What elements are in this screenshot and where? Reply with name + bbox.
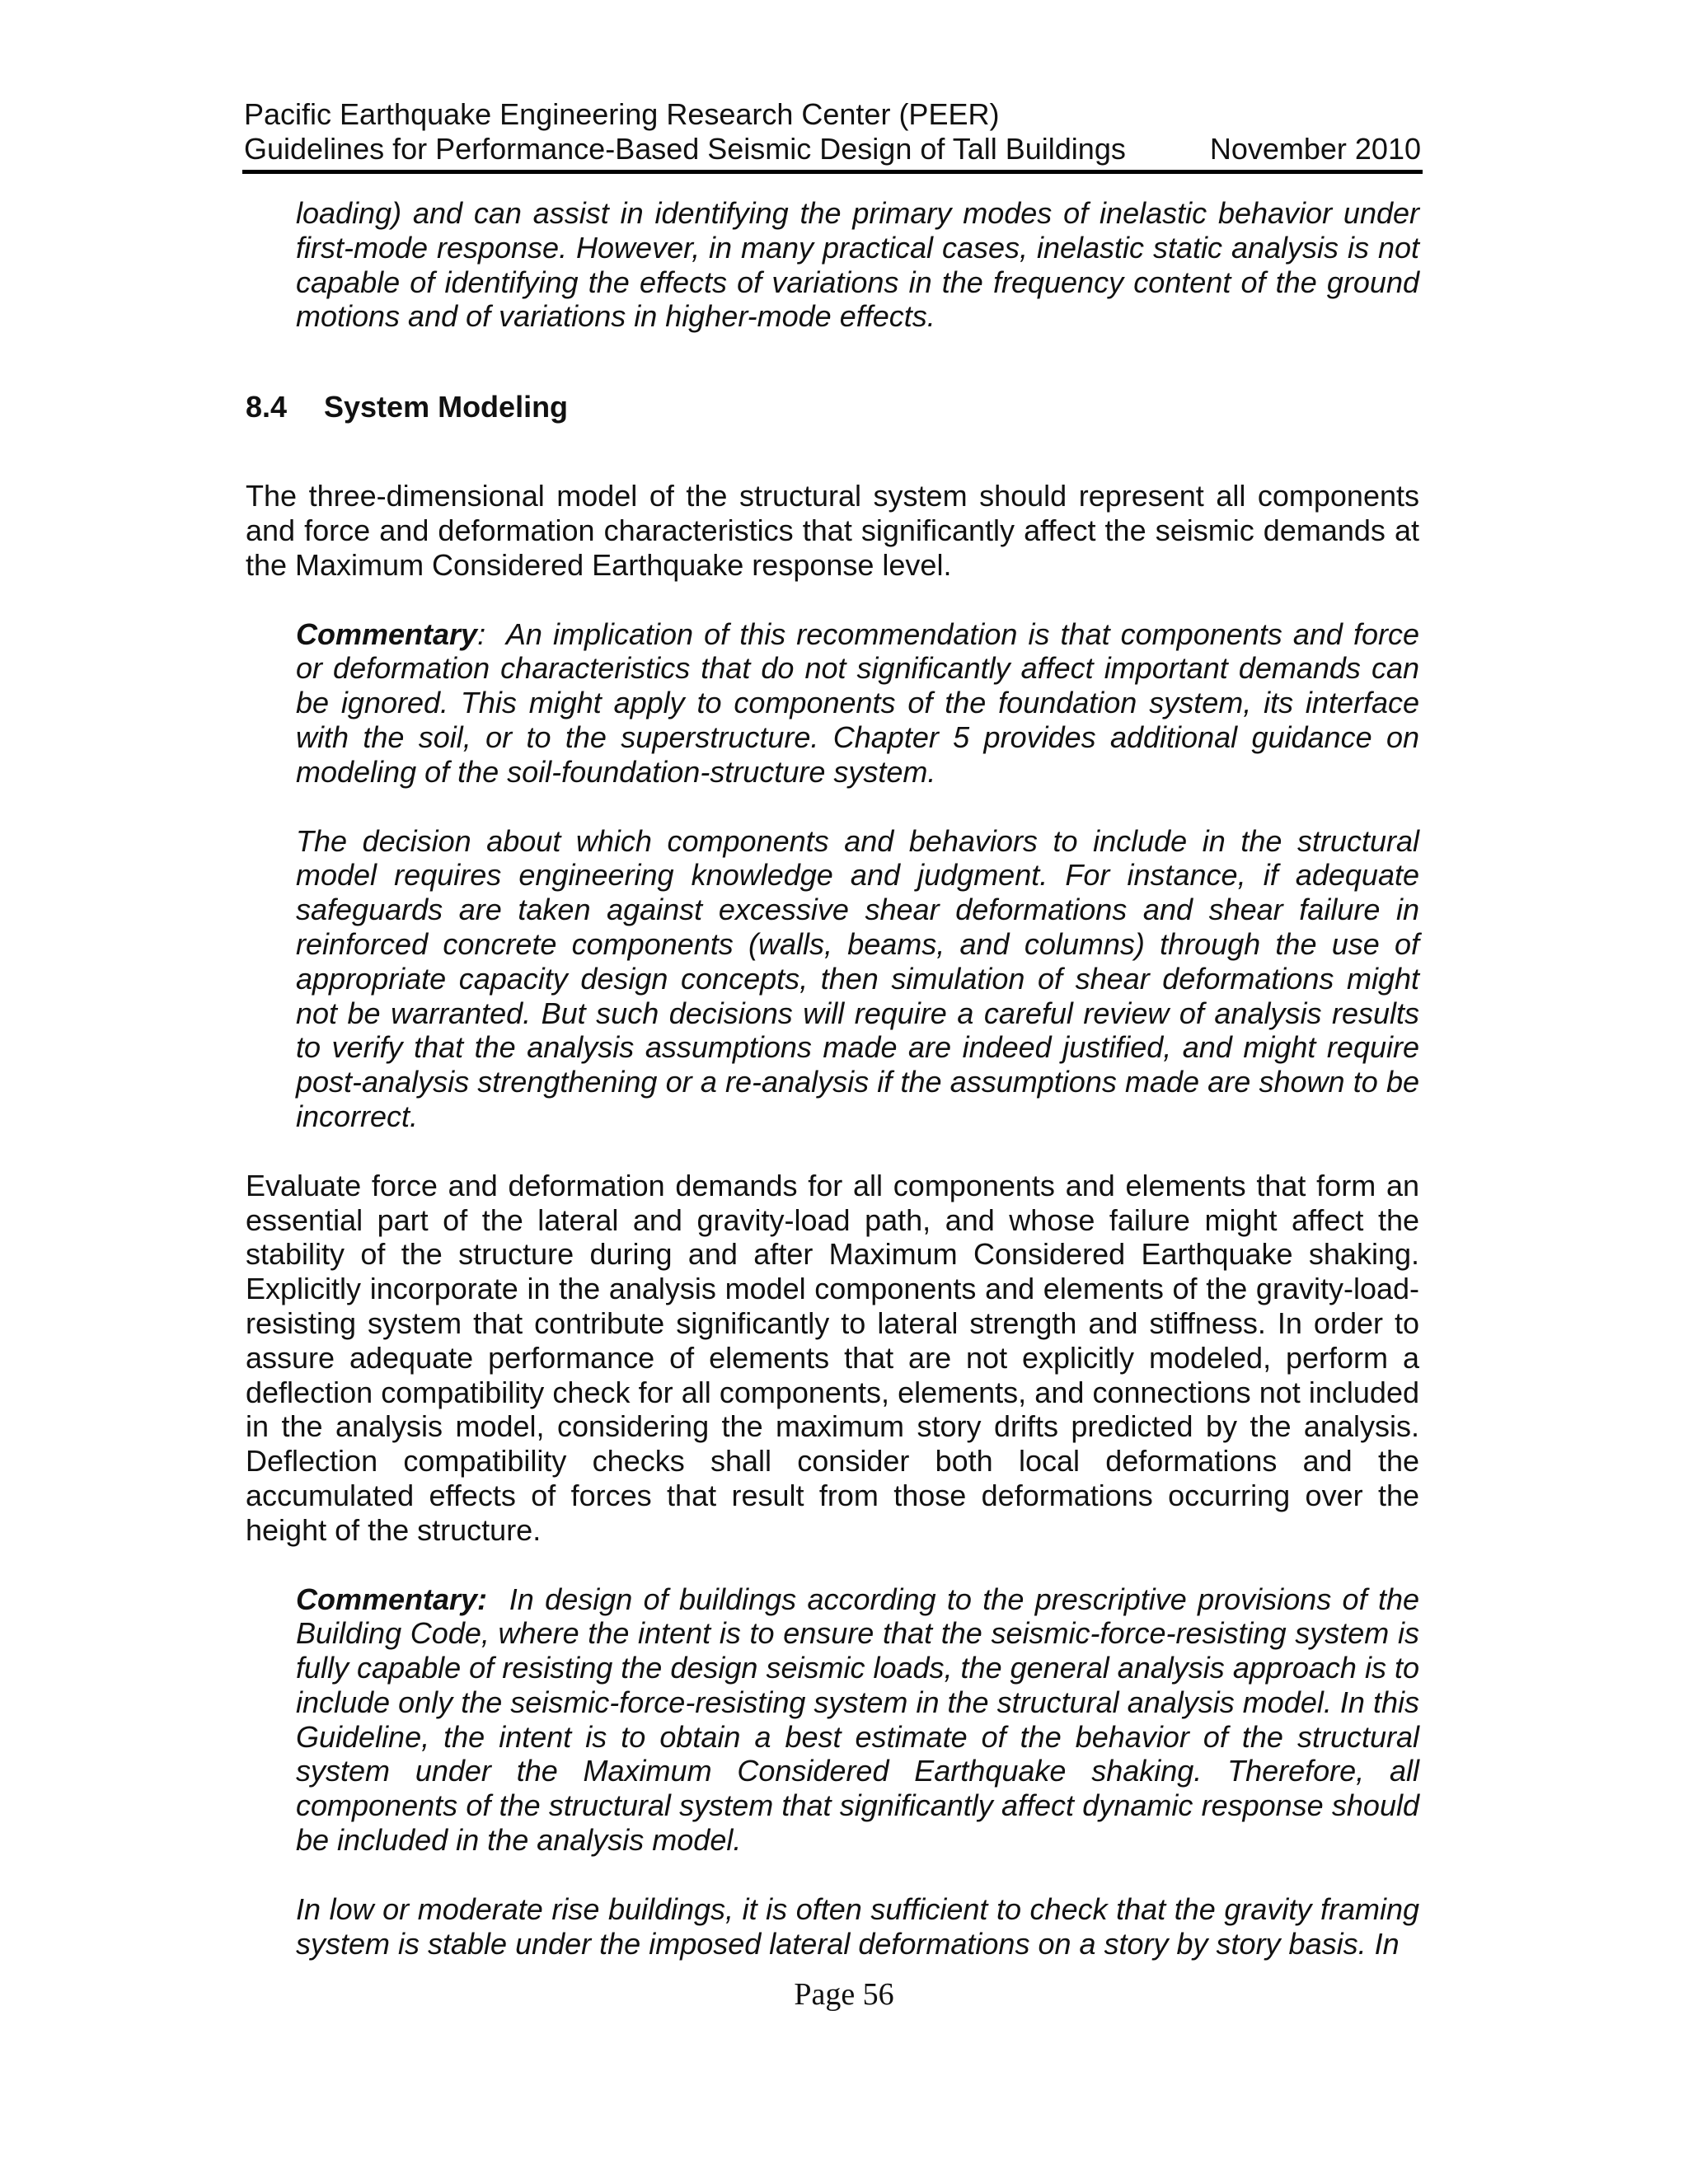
paragraph-gap bbox=[246, 790, 1419, 824]
header-date: November 2010 bbox=[1209, 132, 1421, 166]
body-paragraph-2: Evaluate force and deformation demands for all components and elements that form an essential part of the lateral and gravity-load path, and whose failure might affect the stability of the structure during and after Maximum Considered Earthquake shaking. Explicitly incorporate in the analysis model components and elements of the gravity-load-resisting system that contribute significantly to lateral strength and stiffness. In order to assure adequate performance of elements that are not explicitly modeled, perform a deflection compatibility check for all components, elements, and connections not included in the analysis model, considering the maximum story drifts predicted by the analysis. Deflection compatibility checks shall consider both local deformations and the accumulated effects of forces that result from those deformations occurring over the height of the structure. bbox=[246, 1168, 1419, 1547]
page-header bbox=[244, 97, 1421, 166]
intro-commentary: loading) and can assist in identifying the primary modes of inelastic behavior under first-mode response. However, in many practical cases, inelastic static analysis is not capable of identifying the effects of variations in the frequency content of the ground motions and of variations in higher-mode effects. bbox=[296, 196, 1419, 334]
header-organization: Pacific Earthquake Engineering Research Center (PEER) bbox=[244, 97, 1000, 131]
commentary-3-text: In design of buildings according to the prescriptive provisions of the Building Code, where the intent is to ensure that the seismic-force-resisting system is fully capable of resisting the design seismic loads, the general analysis approach is to include only the seismic-force-resisting system in the structural analysis model. In this Guideline, the intent is to obtain a best estimate of the behavior of the structural system under the Maximum Considered Earthquake shaking. Therefore, all components of the structural system that significantly affect dynamic response should be included in the analysis model. bbox=[296, 1582, 1419, 1858]
section-heading bbox=[246, 390, 1419, 424]
header-title-row bbox=[244, 132, 1421, 166]
commentary-3-separator bbox=[487, 1582, 509, 1616]
page-content bbox=[246, 196, 1419, 1961]
commentary-4: In low or moderate rise buildings, it is often sufficient to check that the gravity framing system is stable under the imposed lateral deformations on a story by story basis. In bbox=[296, 1891, 1419, 1961]
header-divider bbox=[242, 170, 1423, 174]
commentary-3-label: Commentary: bbox=[296, 1582, 488, 1616]
commentary-1-label: Commentary bbox=[296, 616, 478, 651]
section-number: 8.4 bbox=[246, 390, 288, 424]
paragraph-gap bbox=[246, 1858, 1419, 1892]
page-number: Page 56 bbox=[794, 1977, 894, 2012]
header-document-title: Guidelines for Performance-Based Seismic Design of Tall Buildings bbox=[244, 132, 1126, 166]
commentary-1-separator: : bbox=[477, 616, 506, 651]
paragraph-gap bbox=[246, 1134, 1419, 1169]
paragraph-gap bbox=[246, 1548, 1419, 1582]
commentary-1-text: An implication of this recommendation is that components and force or deformation characteristics that do not significantly affect important demands can be ignored. This might apply to components of the foundation system, its interface with the soil, or to the superstructure. Chapter 5 provides additional guidance on modeling of the soil-foundation-structure system. bbox=[296, 616, 1420, 789]
commentary-3 bbox=[296, 1582, 1419, 1858]
section-title: System Modeling bbox=[324, 390, 569, 424]
commentary-1 bbox=[296, 617, 1419, 790]
body-paragraph-1: The three-dimensional model of the structural system should represent all components and force and deformation characteristics that significantly affect the seismic demands at the Maximum Considered Earthquake response level. bbox=[246, 479, 1419, 582]
paragraph-gap bbox=[246, 583, 1419, 617]
commentary-2: The decision about which components and behaviors to include in the structural model requires engineering knowledge and judgment. For instance, if adequate safeguards are taken against excessive shear deformations and shear failure in reinforced concrete components (walls, beams, and columns) through the use of appropriate capacity design concepts, then simulation of shear deformations might not be warranted. But such decisions will require a careful review of analysis results to verify that the analysis assumptions made are indeed justified, and might require post-analysis strengthening or a re-analysis if the assumptions made are shown to be incorrect. bbox=[296, 823, 1419, 1133]
